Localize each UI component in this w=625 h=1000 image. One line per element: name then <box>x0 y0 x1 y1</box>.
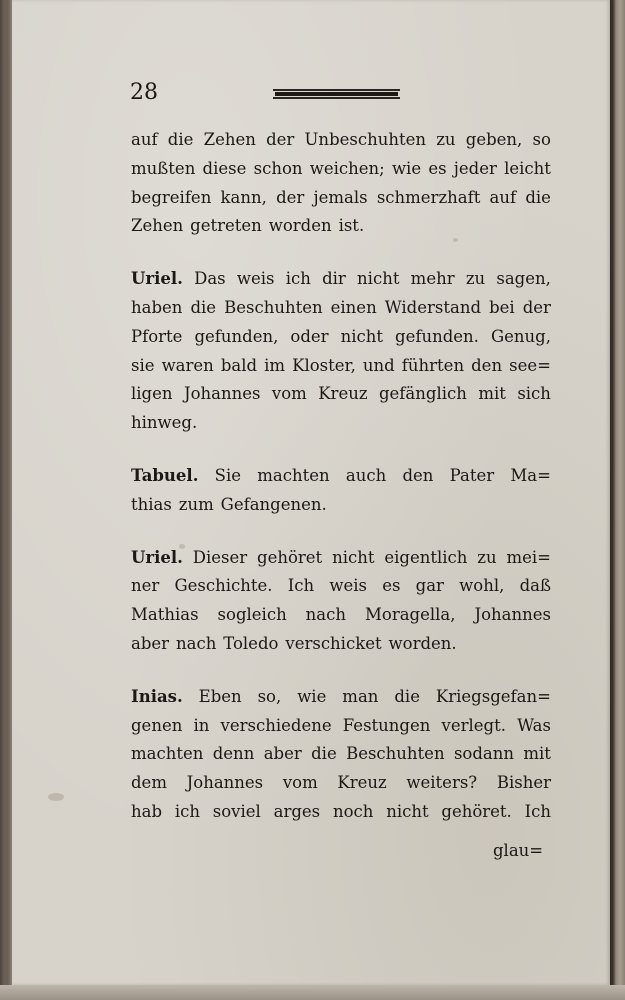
text-line: hinweg. <box>131 413 198 433</box>
page-bottom-edge <box>0 985 625 1000</box>
catchword: glau= <box>493 841 544 860</box>
paragraph <box>131 683 551 827</box>
text-line: hab ich soviel arges noch nicht gehöret. Ich <box>131 801 551 821</box>
paragraph-gap <box>131 659 551 683</box>
paragraph <box>131 265 551 438</box>
page-number: 28 <box>130 80 158 105</box>
text-line: Uriel. Dieser gehöret nicht eigentlich zu mei= <box>131 547 551 567</box>
text-line: genen in verschiedene Festungen verlegt. Was <box>131 715 551 735</box>
text-line: Mathias sogleich nach Moragella, Johannes <box>131 605 551 625</box>
paragraph <box>131 126 551 241</box>
paragraph <box>131 462 551 520</box>
text-line: thias zum Gefangenen. <box>131 494 327 514</box>
text-line: Uriel. Das weis ich dir nicht mehr zu sagen, <box>131 269 551 289</box>
text-line: Zehen getreten worden ist. <box>131 216 365 236</box>
text-line: machten denn aber die Beschuhten sodann mit <box>131 744 551 764</box>
book-gutter <box>610 0 625 1000</box>
text-line: Tabuel. Sie machten auch den Pater Ma= <box>131 465 551 485</box>
paper-spot <box>48 793 64 801</box>
body-text <box>131 126 551 827</box>
text-line: dem Johannes vom Kreuz weiters? Bisher <box>131 773 551 793</box>
text-line: haben die Beschuhten einen Widerstand bei der <box>131 297 551 317</box>
text-line: auf die Zehen der Unbeschuhten zu geben, so <box>131 130 551 149</box>
paragraph-gap <box>131 241 551 265</box>
paragraph <box>131 544 551 659</box>
text-line: Inias. Eben so, wie man die Kriegsgefan= <box>131 686 551 706</box>
text-line: ner Geschichte. Ich weis es gar wohl, daß <box>131 576 551 596</box>
paragraph-gap <box>131 520 551 544</box>
text-line: ligen Johannes vom Kreuz gefänglich mit sich <box>131 384 551 404</box>
paragraph-gap <box>131 438 551 462</box>
text-line: mußten diese schon weichen; wie es jeder leicht <box>131 158 551 178</box>
header-rule <box>273 89 400 99</box>
text-line: aber nach Toledo verschicket worden. <box>131 633 457 653</box>
text-line: begreifen kann, der jemals schmerzhaft auf die <box>131 187 551 207</box>
text-line: sie waren bald im Kloster, und führten den see= <box>131 355 551 375</box>
text-line: Pforte gefunden, oder nicht gefunden. Genug, <box>131 326 551 346</box>
